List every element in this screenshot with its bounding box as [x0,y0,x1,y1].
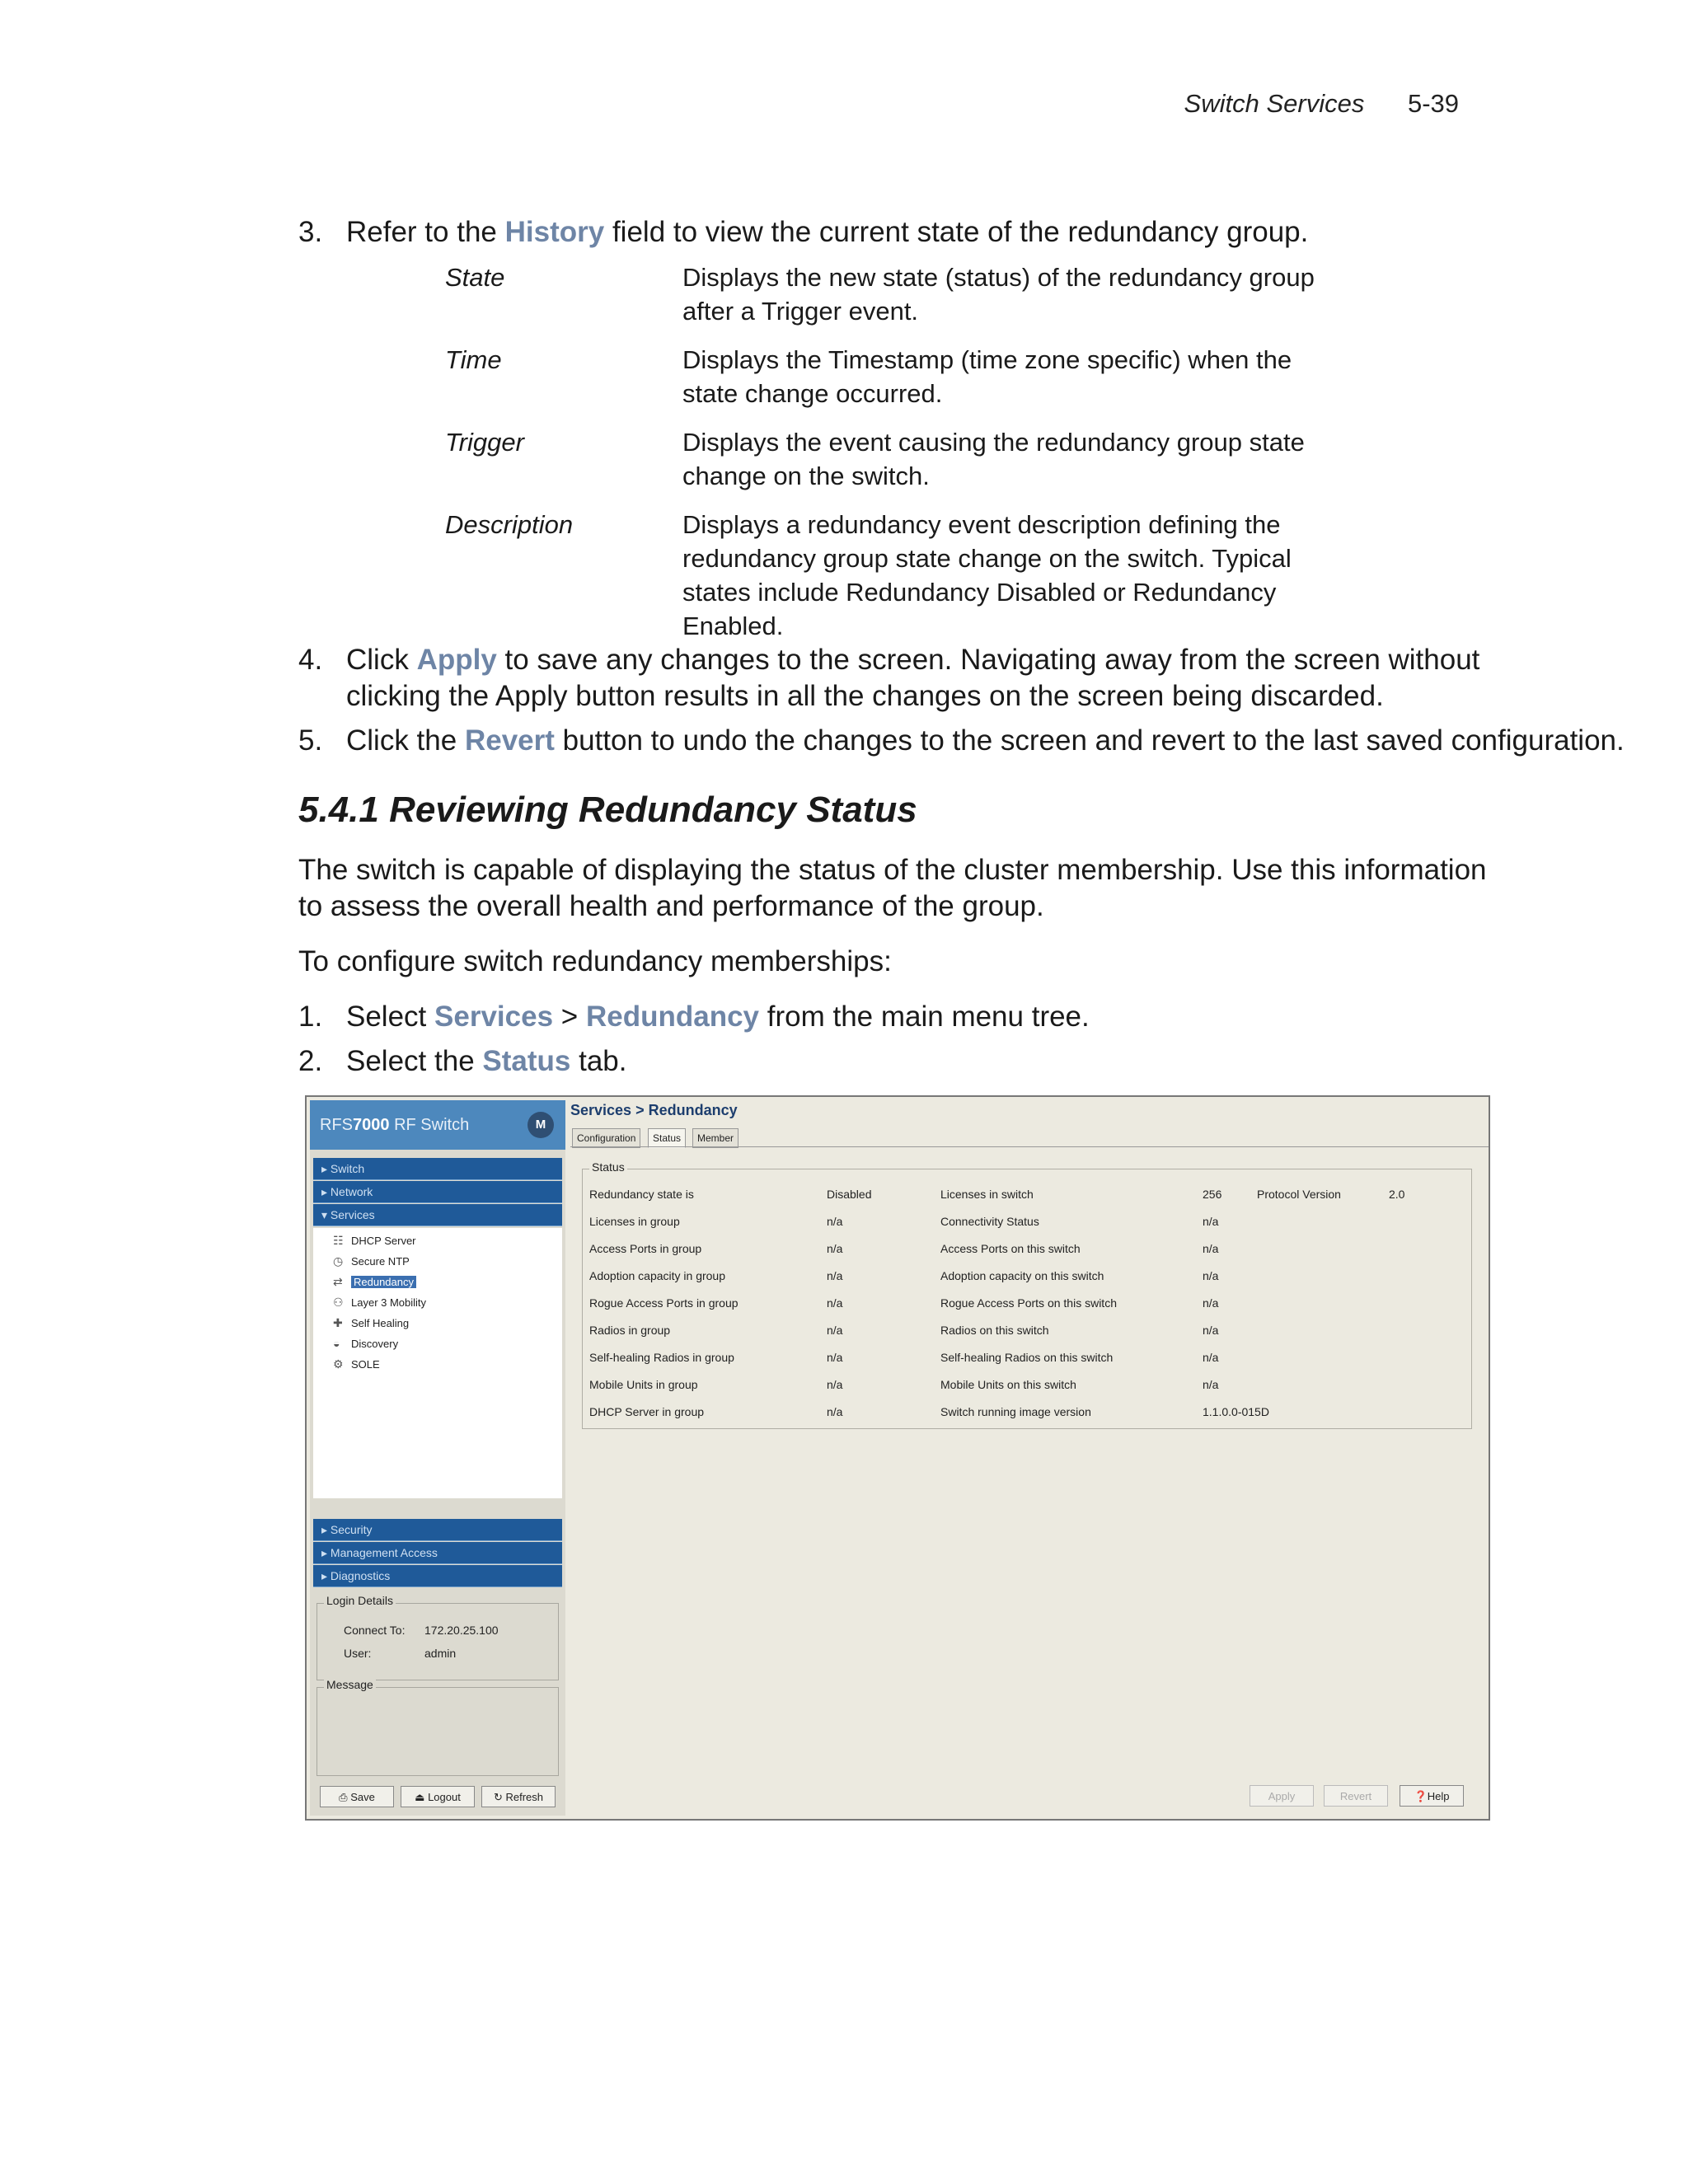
step-number: 4. [298,644,323,676]
help-icon: ❓ [1414,1790,1428,1802]
def-desc: Displays a redundancy event description defining the redundancy group state change on the switch. Typical states include Redundancy Disabled or Redundancy Enabled. [682,510,1292,640]
step-4 [298,642,1492,715]
status-label: Radios in group [589,1324,671,1337]
clock-icon: ◷ [333,1254,344,1268]
refresh-button[interactable] [481,1786,556,1807]
tree-label: SOLE [351,1358,380,1371]
status-value: n/a [827,1242,843,1255]
instruction-paragraph: To configure switch redundancy memberships: [298,945,892,977]
def-row [445,343,1342,410]
status-label: Access Ports in group [589,1242,702,1255]
breadcrumb: Services > Redundancy [570,1102,738,1118]
user-label: User: [344,1647,372,1660]
nav-diagnostics[interactable]: ▸ Diagnostics [313,1565,562,1587]
tab-configuration[interactable]: Configuration [572,1128,640,1148]
status-label: Rogue Access Ports on this switch [940,1296,1117,1310]
mobility-icon: ⚇ [333,1296,344,1309]
status-title: Status [589,1160,627,1174]
status-label: Adoption capacity on this switch [940,1269,1104,1282]
nav-switch[interactable]: ▸ Switch [313,1158,562,1180]
status-value: n/a [1203,1269,1219,1282]
logout-button[interactable] [401,1786,475,1807]
self-healing-icon: ✚ [333,1316,343,1329]
revert-ref: Revert [464,724,555,757]
page-number: 5-39 [1407,89,1459,118]
status-value: n/a [1203,1351,1219,1364]
status-value: n/a [827,1351,843,1364]
refresh-label: Refresh [505,1791,544,1803]
message-title: Message [324,1678,376,1691]
tree-item-dhcp-server[interactable] [333,1231,416,1249]
def-row [445,508,1342,643]
nav-label: Security [330,1523,373,1536]
status-label: Adoption capacity in group [589,1269,725,1282]
nav-services[interactable]: ▾ Services [313,1204,562,1226]
def-desc: Displays the new state (status) of the redundancy group after a Trigger event. [682,263,1315,326]
step-text: Click the [346,724,457,757]
status-label: Self-healing Radios in group [589,1351,734,1364]
nav-label: Network [330,1185,373,1198]
user-value: admin [424,1647,457,1660]
status-value: 256 [1203,1188,1222,1201]
status-label: Mobile Units on this switch [940,1378,1076,1391]
header-section: Switch Services [1184,89,1365,118]
tree-label: Self Healing [351,1317,410,1329]
connect-label: Connect To: [344,1624,406,1637]
status-value: n/a [827,1324,843,1337]
save-icon: ⎙ [339,1791,351,1803]
status-label: Access Ports on this switch [940,1242,1081,1255]
section-heading: 5.4.1 Reviewing Redundancy Status [298,790,917,830]
tree-item-sole[interactable] [333,1355,380,1373]
step-number: 2. [298,1045,323,1077]
def-desc: Displays the event causing the redundancy group state change on the switch. [682,428,1305,490]
step-text: Select the [346,1045,475,1077]
services-ref: Services [434,1001,554,1033]
nav-label: Switch [330,1162,365,1175]
menu-tree [313,1228,562,1498]
right-panel [569,1097,1489,1819]
protocol-version-value: 2.0 [1389,1188,1405,1201]
apply-ref: Apply [416,644,497,676]
step-5 [298,723,1625,759]
tree-item-layer3-mobility[interactable] [333,1293,426,1311]
status-label: Redundancy state is [589,1188,694,1201]
step-text: field to view the current state of the redundancy group. [612,216,1309,248]
step-text: to save any changes to the screen. Navigating away from the screen without clicking the Apply button results in all the changes on the screen being discarded. [346,644,1480,712]
intro-paragraph: The switch is capable of displaying the status of the cluster membership. Use this information to assess the overall health and performance of the group. [298,854,1487,922]
message-box [316,1678,559,1776]
motorola-logo-icon: M [528,1112,554,1138]
status-value: 1.1.0.0-015D [1203,1405,1269,1418]
status-label: DHCP Server in group [589,1405,705,1418]
tab-member[interactable]: Member [692,1128,738,1148]
sole-icon: ⚙ [333,1357,344,1371]
tree-item-self-healing[interactable] [333,1314,409,1332]
def-term: Description [445,510,574,539]
switch-ui-screenshot [305,1095,1490,1821]
step-text: tab. [579,1045,627,1077]
history-field-ref: History [504,216,605,248]
status-label: Licenses in switch [940,1188,1034,1201]
status-label: Self-healing Radios on this switch [940,1351,1114,1364]
tree-label: Redundancy [351,1276,416,1288]
status-value: n/a [827,1378,843,1391]
status-value: n/a [827,1269,843,1282]
save-label: Save [350,1791,375,1803]
tree-label: DHCP Server [351,1235,416,1247]
save-button[interactable] [320,1786,394,1807]
status-label: Radios on this switch [940,1324,1049,1337]
logout-icon: ⏏ [415,1791,429,1803]
discovery-icon: ◒ [333,1337,340,1350]
login-details-title: Login Details [324,1594,396,1607]
nav-management-access[interactable]: ▸ Management Access [313,1542,562,1564]
status-label: Switch running image version [940,1405,1091,1418]
connect-row [344,1624,499,1637]
dhcp-server-icon: ☷ [333,1234,344,1247]
redundancy-icon: ⇄ [333,1275,343,1288]
step-2 [298,1043,627,1080]
connect-value: 172.20.25.100 [424,1624,499,1637]
refresh-icon: ↻ [493,1791,506,1803]
brand-bar [310,1100,565,1150]
step-text: from the main menu tree. [767,1001,1090,1033]
login-details-box [316,1594,559,1680]
tab-content [570,1146,1489,1819]
tree-item-discovery[interactable] [333,1334,398,1352]
step-3 [298,214,1309,251]
status-label: Connectivity Status [940,1215,1039,1228]
step-text: Click [346,644,409,676]
status-value: n/a [827,1296,843,1310]
step-1 [298,999,1090,1035]
help-button[interactable] [1400,1785,1464,1807]
status-value: n/a [1203,1296,1219,1310]
def-desc: Displays the Timestamp (time zone specific) when the state change occurred. [682,345,1292,408]
brand-model: 7000 [353,1116,390,1134]
status-value: n/a [1203,1324,1219,1337]
tree-label: Discovery [351,1338,399,1350]
tree-label: Secure NTP [351,1255,410,1268]
status-value: n/a [1203,1378,1219,1391]
status-value: n/a [827,1215,843,1228]
protocol-version-label: Protocol Version [1257,1188,1341,1201]
step-number: 1. [298,1001,323,1033]
def-row [445,260,1342,328]
nav-label: Management Access [330,1546,438,1559]
status-group [582,1160,1472,1429]
tree-label: Layer 3 Mobility [351,1296,427,1309]
def-term: Time [445,345,502,374]
definition-table [445,260,1342,658]
step-text: Select [346,1001,427,1033]
running-header [1184,89,1459,119]
status-value: Disabled [827,1188,872,1201]
def-term: Trigger [445,428,524,457]
status-value: n/a [1203,1242,1219,1255]
status-label: Mobile Units in group [589,1378,698,1391]
user-row [344,1647,457,1660]
left-panel [310,1100,565,1816]
nav-label: Services [330,1208,375,1221]
tree-item-redundancy[interactable] [333,1272,416,1291]
status-label: Licenses in group [589,1215,680,1228]
status-value: n/a [827,1405,843,1418]
brand-suffix: RF Switch [394,1116,470,1134]
step-text: > [560,1001,579,1033]
nav-security[interactable]: ▸ Security [313,1519,562,1541]
redundancy-ref: Redundancy [585,1001,760,1033]
def-term: State [445,263,505,292]
nav-network[interactable]: ▸ Network [313,1181,562,1203]
nav-label: Diagnostics [330,1569,391,1582]
step-text: Refer to the [346,216,497,248]
tab-status[interactable]: Status [648,1128,686,1148]
status-ref: Status [482,1045,571,1077]
status-label: Rogue Access Ports in group [589,1296,738,1310]
step-number: 5. [298,724,323,757]
revert-button[interactable]: Revert [1324,1785,1388,1807]
step-number: 3. [298,216,323,248]
def-row [445,425,1342,493]
tree-item-secure-ntp[interactable] [333,1252,410,1270]
help-label: Help [1427,1790,1450,1802]
step-text: button to undo the changes to the screen and revert to the last saved configuration. [562,724,1625,757]
logout-label: Logout [428,1791,461,1803]
brand-prefix: RFS [320,1116,353,1134]
apply-button[interactable]: Apply [1250,1785,1314,1807]
status-value: n/a [1203,1215,1219,1228]
